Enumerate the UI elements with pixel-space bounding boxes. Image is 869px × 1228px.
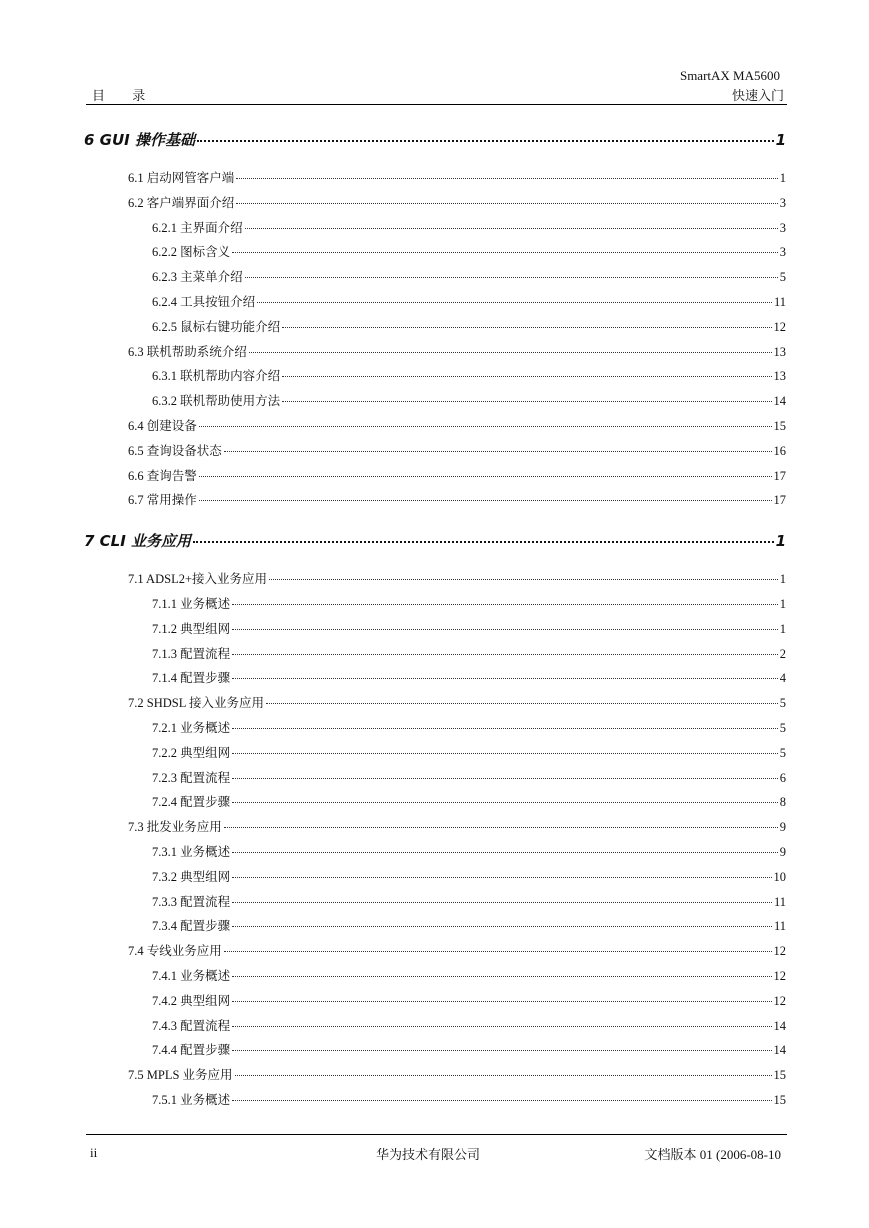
toc-dot-leader (224, 450, 772, 452)
toc-chapter-gap (84, 152, 786, 166)
toc-entry-page: 1 (775, 532, 786, 551)
toc-entry-page: 9 (779, 820, 786, 835)
toc-subsection-entry[interactable] (152, 989, 786, 1014)
toc-dot-leader (282, 400, 771, 402)
header-section-title: 目 录 (92, 88, 158, 103)
toc-dot-leader (232, 727, 778, 729)
toc-entry-page: 15 (773, 1092, 786, 1107)
toc-dot-leader (236, 202, 777, 204)
toc-section-entry[interactable] (128, 939, 786, 964)
toc-entry-title: 7.2.4 配置步骤 (152, 795, 231, 810)
toc-dot-leader (236, 177, 777, 179)
toc-entry-title: 7.4.3 配置流程 (152, 1018, 231, 1033)
toc-section-entry[interactable] (128, 464, 786, 489)
toc-section-entry[interactable] (128, 691, 786, 716)
toc-dot-leader (232, 1000, 771, 1002)
toc-entry-page: 1 (779, 572, 786, 587)
toc-entry-page: 13 (773, 369, 786, 384)
toc-dot-leader (249, 351, 772, 353)
toc-entry-page: 9 (779, 844, 786, 859)
toc-dot-leader (245, 227, 778, 229)
toc-dot-leader (232, 777, 778, 779)
toc-entry-page: 1 (779, 621, 786, 636)
toc-subsection-entry[interactable] (152, 790, 786, 815)
toc-subsection-entry[interactable] (152, 1038, 786, 1063)
toc-entry-page: 14 (773, 1043, 786, 1058)
toc-chapter-entry[interactable] (84, 529, 786, 553)
toc-entry-title: 6.1 启动网管客户端 (128, 171, 235, 185)
toc-entry-page: 3 (779, 220, 786, 235)
toc-dot-leader (232, 653, 778, 655)
toc-subsection-entry[interactable] (152, 364, 786, 389)
toc-dot-leader (232, 677, 778, 679)
page-footer (86, 1134, 787, 1165)
toc-entry-title: 6.2.3 主菜单介绍 (152, 270, 243, 285)
toc-section-entry[interactable] (128, 191, 786, 216)
toc-entry-page: 13 (773, 344, 786, 359)
toc-entry-title: 6 GUI 操作基础 (84, 131, 195, 149)
toc-dot-leader (232, 876, 771, 878)
toc-entry-page: 8 (779, 795, 786, 810)
toc-dot-leader (235, 1074, 772, 1076)
toc-entry-title: 6.3 联机帮助系统介绍 (128, 344, 247, 359)
toc-subsection-entry[interactable] (152, 840, 786, 865)
toc-entry-title: 7.4.1 业务概述 (152, 968, 231, 983)
toc-dot-leader (199, 475, 772, 477)
toc-entry-title: 7.2.3 配置流程 (152, 770, 231, 785)
toc-subsection-entry[interactable] (152, 265, 786, 290)
toc-entry-title: 7.3.3 配置流程 (152, 894, 231, 909)
toc-entry-page: 12 (773, 993, 786, 1008)
toc-dot-leader (232, 925, 772, 927)
toc-entry-title: 7.3 批发业务应用 (128, 820, 222, 835)
toc-entry-page: 3 (779, 245, 786, 260)
toc-dot-leader (282, 326, 771, 328)
toc-entry-page: 1 (775, 131, 786, 149)
toc-dot-leader (269, 578, 778, 580)
toc-entry-title: 7.1 ADSL2+接入业务应用 (128, 572, 268, 587)
toc-subsection-entry[interactable] (152, 315, 786, 340)
toc-dot-leader (232, 628, 778, 630)
toc-entry-page: 5 (779, 270, 786, 285)
toc-entry-title: 6.3.1 联机帮助内容介绍 (152, 369, 281, 384)
toc-entry-title: 6.6 查询告警 (128, 468, 197, 483)
toc-entry-title: 6.2.4 工具按钮介绍 (152, 294, 256, 309)
toc-entry-title: 7.1.3 配置流程 (152, 646, 231, 661)
toc-entry-title: 7.2.2 典型组网 (152, 745, 231, 760)
toc-dot-leader (199, 425, 772, 427)
toc-subsection-entry[interactable] (152, 741, 786, 766)
toc-entry-title: 6.2.1 主界面介绍 (152, 220, 243, 235)
toc-subsection-entry[interactable] (152, 290, 786, 315)
toc-dot-leader (224, 950, 772, 952)
toc-entry-page: 14 (773, 394, 786, 409)
toc-dot-leader (245, 276, 778, 278)
toc-entry-title: 7.5.1 业务概述 (152, 1092, 231, 1107)
toc-dot-leader (232, 801, 778, 803)
toc-entry-title: 7.1.4 配置步骤 (152, 671, 231, 686)
toc-dot-leader (232, 1099, 771, 1101)
toc-subsection-entry[interactable] (152, 666, 786, 691)
toc-entry-page: 12 (773, 944, 786, 959)
toc-entry-page: 1 (779, 596, 786, 611)
toc-entry-page: 12 (773, 968, 786, 983)
toc-entry-title: 7.1.2 典型组网 (152, 621, 231, 636)
toc-section-entry[interactable] (128, 488, 786, 513)
toc-entry-page: 12 (773, 319, 786, 334)
toc-entry-page: 5 (779, 745, 786, 760)
toc-entry-page: 11 (773, 919, 786, 934)
toc-section-entry[interactable] (128, 340, 786, 365)
toc-dot-leader (232, 1025, 771, 1027)
toc-dot-leader (266, 702, 778, 704)
toc-entry-title: 7.3.4 配置步骤 (152, 919, 231, 934)
toc-entry-title: 7.2.1 业务概述 (152, 720, 231, 735)
toc-subsection-entry[interactable] (152, 1014, 786, 1039)
toc-section-gap (84, 513, 786, 529)
toc-dot-leader (232, 752, 778, 754)
toc-entry-page: 17 (773, 468, 786, 483)
toc-dot-leader (193, 540, 774, 543)
toc-entry-title: 7.5 MPLS 业务应用 (128, 1068, 233, 1083)
toc-dot-leader (199, 499, 772, 501)
toc-chapter-entry[interactable] (84, 128, 786, 152)
header-document-title: 快速入门 (731, 88, 784, 103)
toc-entry-title: 6.5 查询设备状态 (128, 443, 222, 458)
toc-entry-title: 7.4 专线业务应用 (128, 944, 222, 959)
toc-entry-page: 17 (773, 493, 786, 508)
page-header (86, 66, 787, 105)
toc-entry-title: 6.2 客户端界面介绍 (128, 195, 235, 210)
toc-entry-page: 16 (773, 443, 786, 458)
toc-entry-title: 7.4.2 典型组网 (152, 993, 231, 1008)
toc-entry-page: 4 (779, 671, 786, 686)
toc-subsection-entry[interactable] (152, 1088, 786, 1113)
footer-page-number: ii (90, 1145, 98, 1160)
toc-dot-leader (257, 301, 772, 303)
toc-entry-page: 5 (779, 720, 786, 735)
toc-section-entry[interactable] (128, 166, 786, 191)
toc-subsection-entry[interactable] (152, 642, 786, 667)
toc-entry-page: 11 (773, 294, 786, 309)
toc-entry-page: 6 (779, 770, 786, 785)
toc-dot-leader (282, 375, 771, 377)
toc-entry-page: 14 (773, 1018, 786, 1033)
toc-subsection-entry[interactable] (152, 216, 786, 241)
toc-dot-leader (232, 1049, 771, 1051)
toc-entry-title: 6.7 常用操作 (128, 493, 197, 508)
toc-entry-title: 7.1.1 业务概述 (152, 596, 231, 611)
toc-subsection-entry[interactable] (152, 865, 786, 890)
toc-entry-page: 5 (779, 696, 786, 711)
toc-subsection-entry[interactable] (152, 890, 786, 915)
toc-subsection-entry[interactable] (152, 766, 786, 791)
toc-dot-leader (232, 251, 778, 253)
toc-section-entry[interactable] (128, 439, 786, 464)
footer-document-version: 文档版本 01 (2006-08-10 (644, 1147, 781, 1162)
toc-entry-title: 6.3.2 联机帮助使用方法 (152, 394, 281, 409)
toc-subsection-entry[interactable] (152, 389, 786, 414)
toc-entry-title: 6.2.2 图标含义 (152, 245, 231, 260)
toc-entry-page: 15 (773, 1068, 786, 1083)
toc-entry-title: 7.4.4 配置步骤 (152, 1043, 231, 1058)
toc-subsection-entry[interactable] (152, 964, 786, 989)
toc-dot-leader (232, 901, 772, 903)
toc-dot-leader (232, 851, 778, 853)
header-product-name: SmartAX MA5600 (679, 68, 780, 83)
toc-entry-page: 11 (773, 894, 786, 909)
toc-subsection-entry[interactable] (152, 914, 786, 939)
toc-entry-title: 7.3.1 业务概述 (152, 844, 231, 859)
toc-entry-page: 1 (779, 171, 786, 185)
toc-entry-title: 7.3.2 典型组网 (152, 869, 231, 884)
toc-dot-leader (224, 826, 778, 828)
toc-section-entry[interactable] (128, 815, 786, 840)
toc-dot-leader (197, 139, 774, 142)
toc-entry-page: 3 (779, 195, 786, 210)
toc-section-entry[interactable] (128, 1063, 786, 1088)
toc-entry-title: 6.4 创建设备 (128, 418, 197, 433)
toc-subsection-entry[interactable] (152, 716, 786, 741)
toc-entry-page: 15 (773, 418, 786, 433)
toc-section-entry[interactable] (128, 567, 786, 592)
toc-dot-leader (232, 975, 771, 977)
toc-subsection-entry[interactable] (152, 592, 786, 617)
toc-entry-title: 7.2 SHDSL 接入业务应用 (128, 696, 265, 711)
footer-company-name: 华为技术有限公司 (376, 1147, 481, 1162)
toc-entry-page: 10 (773, 869, 786, 884)
toc-chapter-gap (84, 553, 786, 567)
toc-subsection-entry[interactable] (152, 617, 786, 642)
toc-subsection-entry[interactable] (152, 240, 786, 265)
toc-entry-title: 7 CLI 业务应用 (84, 532, 192, 551)
toc-entry-title: 6.2.5 鼠标右键功能介绍 (152, 319, 281, 334)
toc-entry-page: 2 (779, 646, 786, 661)
toc-dot-leader (232, 603, 778, 605)
table-of-contents (84, 128, 786, 1113)
toc-section-entry[interactable] (128, 414, 786, 439)
